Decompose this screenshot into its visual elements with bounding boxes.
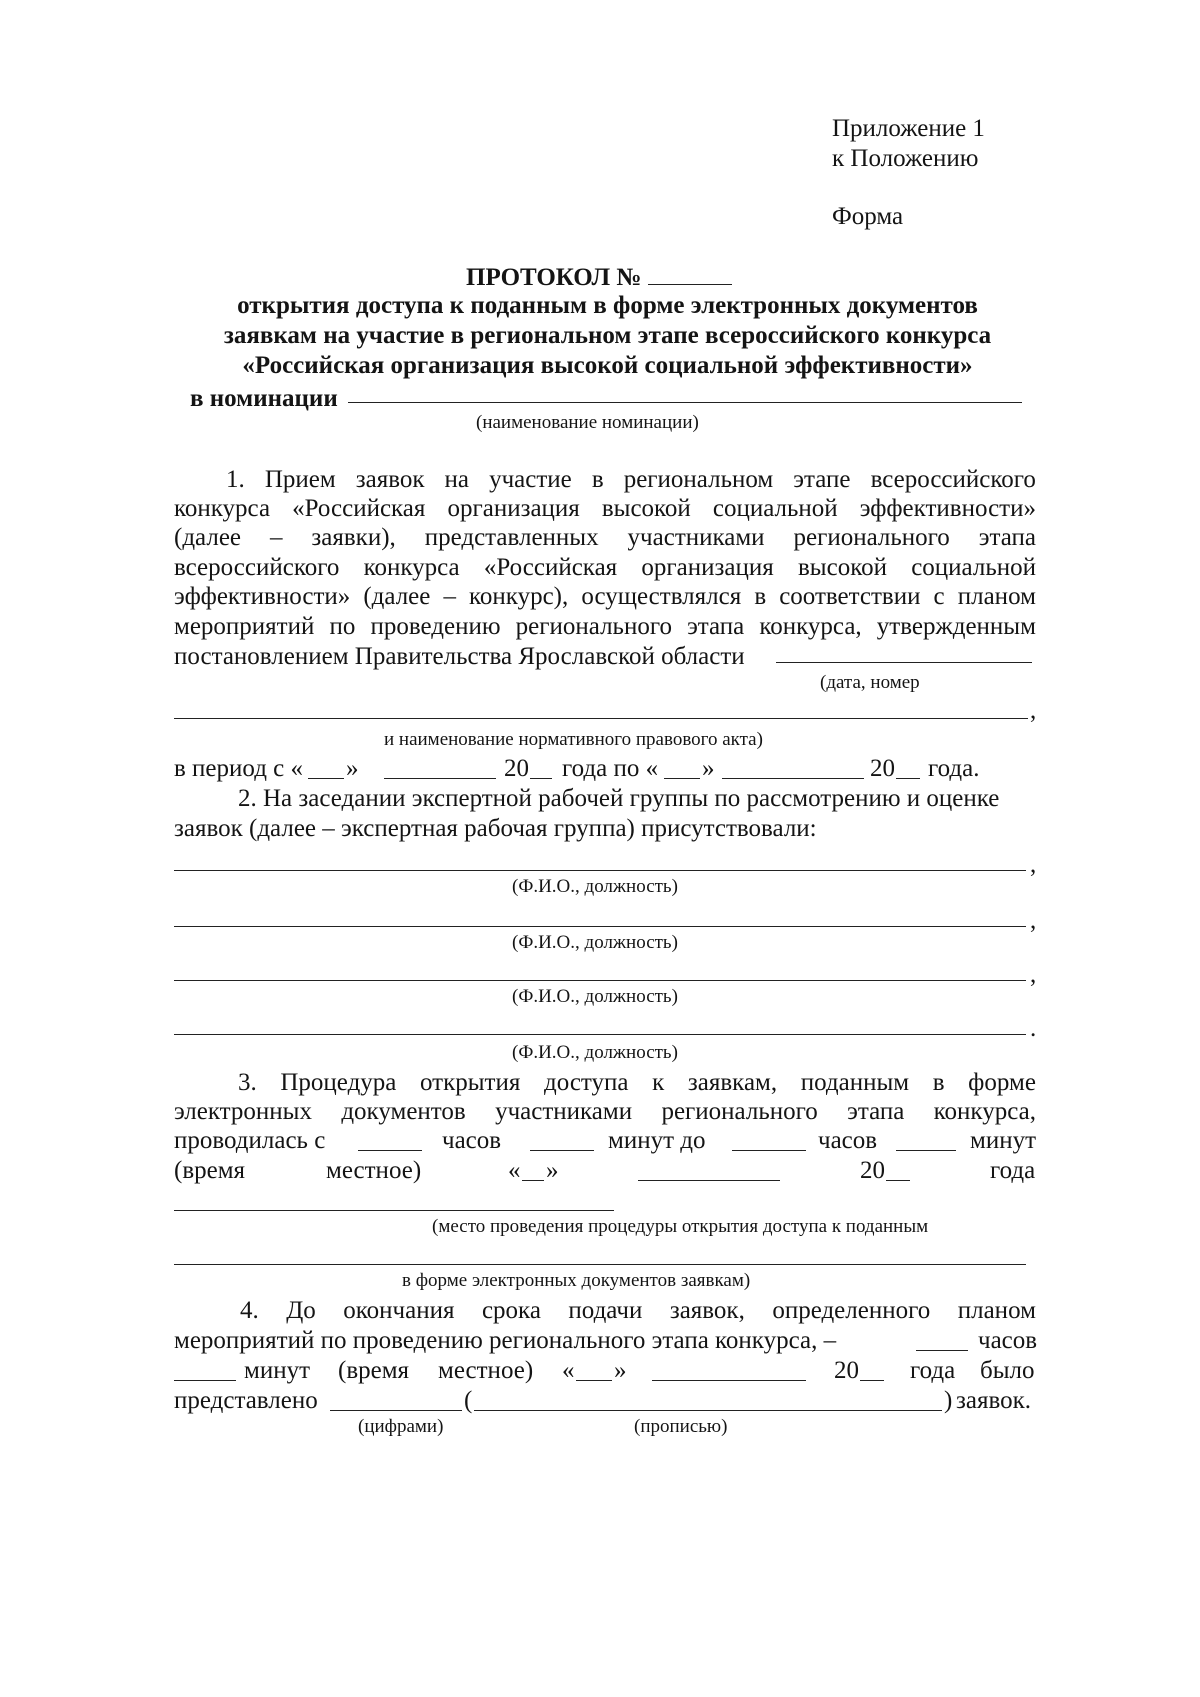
s4-year-field[interactable] — [860, 1380, 884, 1381]
deadline-minutes-label: минут — [244, 1357, 311, 1384]
procedure-place-caption-2: в форме электронных документов заявкам) — [402, 1270, 751, 1291]
word: в — [591, 466, 604, 493]
time-local-open: (время — [174, 1157, 246, 1184]
act-name-comma: , — [1030, 697, 1037, 724]
word: участие — [489, 466, 572, 493]
section4-line-1 — [240, 1296, 1036, 1326]
section1-line-6 — [174, 612, 1036, 642]
member-1-comma: , — [1030, 851, 1037, 878]
period-to-label: года по « — [562, 755, 659, 782]
period-start-quote-close: » — [346, 755, 359, 782]
word: заявок — [355, 466, 425, 493]
title-line-2: заявкам на участие в региональном этапе всероссийского конкурса — [223, 322, 992, 349]
deadline-hours-label: часов — [978, 1327, 1038, 1354]
word: в — [932, 1069, 945, 1096]
paren-close: ) — [944, 1387, 953, 1414]
section1-line-1 — [226, 465, 1036, 495]
word: конкурса, — [933, 1098, 1036, 1125]
word: заявок, — [669, 1297, 745, 1324]
word: «Российская — [292, 495, 426, 522]
word: этапа — [687, 613, 745, 640]
member-4-caption: (Ф.И.О., должность) — [512, 1042, 678, 1063]
word: участниками — [495, 1098, 633, 1125]
period-end-month-field[interactable] — [722, 778, 864, 779]
period-start-year-prefix: 20 — [504, 755, 529, 782]
word: осуществлялся — [581, 583, 742, 610]
word: документов — [341, 1098, 466, 1125]
nomination-caption: (наименование номинации) — [476, 412, 699, 433]
period-end-quote-close: » — [702, 755, 715, 782]
word: конкурс), — [469, 583, 569, 610]
start-hours-field[interactable] — [358, 1150, 422, 1151]
word: заявкам, — [687, 1069, 778, 1096]
period-end-year-prefix: 20 — [870, 755, 895, 782]
protocol-label: ПРОТОКОЛ № — [466, 264, 642, 291]
s4-quote-open: « — [562, 1357, 575, 1384]
word: регионального — [793, 524, 950, 551]
s4-year-prefix: 20 — [834, 1357, 859, 1384]
word: к — [652, 1069, 665, 1096]
s4-month-field[interactable] — [652, 1380, 806, 1381]
member-3-caption: (Ф.И.О., должность) — [512, 986, 678, 1007]
end-hours-label: часов — [818, 1127, 878, 1154]
member-1-field[interactable] — [174, 870, 1026, 871]
member-2-field[interactable] — [174, 926, 1026, 927]
word: с — [933, 583, 945, 610]
title-line-3: «Российская организация высокой социальной эффективности» — [242, 352, 973, 379]
word: всероссийского — [870, 466, 1036, 493]
s3-year-field[interactable] — [886, 1180, 910, 1181]
word: поданным — [800, 1069, 910, 1096]
applications-label: заявок. — [956, 1387, 1031, 1414]
word: заявки), — [311, 524, 396, 551]
form-label: Форма — [832, 203, 904, 230]
word: всероссийского — [174, 554, 340, 581]
section2-line-2: заявок (далее – экспертная рабочая группа) присутствовали: — [174, 815, 817, 842]
paren-open: ( — [464, 1387, 473, 1414]
word: регионального — [515, 613, 672, 640]
caption-words: (прописью) — [634, 1416, 728, 1437]
s4-quote-close: » — [614, 1357, 627, 1384]
s4-day-field[interactable] — [576, 1380, 612, 1381]
word: в — [754, 583, 767, 610]
start-minutes-field[interactable] — [530, 1150, 594, 1151]
word: Прием — [264, 466, 336, 493]
section1-line-7: постановлением Правительства Ярославской области — [174, 643, 745, 670]
s4-time-local-close: местное) — [438, 1357, 534, 1384]
word: участниками — [627, 524, 765, 551]
s3-day-field[interactable] — [522, 1180, 544, 1181]
s3-quote-open: « — [508, 1157, 521, 1184]
word: утвержденным — [876, 613, 1036, 640]
member-1-caption: (Ф.И.О., должность) — [512, 876, 678, 897]
word: по — [329, 613, 356, 640]
word: срока — [481, 1297, 541, 1324]
nomination-label: в номинации — [190, 385, 338, 412]
end-hours-field[interactable] — [732, 1150, 806, 1151]
conducted-label: проводилась с — [174, 1127, 326, 1154]
end-minutes-label: минут — [970, 1127, 1037, 1154]
word: социальной — [712, 495, 838, 522]
deadline-hours-field[interactable] — [916, 1350, 968, 1351]
count-words-field[interactable] — [474, 1410, 942, 1411]
period-start-month-field[interactable] — [384, 778, 496, 779]
word: этапе — [793, 466, 851, 493]
procedure-place-caption-1: (место проведения процедуры открытия доступа к поданным — [432, 1216, 929, 1237]
word: организация — [447, 495, 580, 522]
s3-quote-close: » — [546, 1157, 559, 1184]
word: определенного — [772, 1297, 931, 1324]
word: на — [444, 466, 470, 493]
word: высокой — [601, 495, 691, 522]
word: Процедура — [280, 1069, 397, 1096]
section1-line-4 — [174, 553, 1036, 583]
period-end-day-field[interactable] — [664, 778, 700, 779]
period-end-label: года. — [928, 755, 980, 782]
word: планом — [957, 583, 1036, 610]
start-hours-label: часов — [442, 1127, 502, 1154]
section1-line-5 — [174, 582, 1036, 612]
word: доступа — [543, 1069, 629, 1096]
protocol-title — [466, 262, 732, 293]
word: (далее — [363, 583, 431, 610]
word: эффективности» — [859, 495, 1036, 522]
s4-time-local-open: (время — [338, 1357, 410, 1384]
word: регионального — [661, 1098, 818, 1125]
submitted-label: представлено — [174, 1387, 318, 1414]
word: этапа — [978, 524, 1036, 551]
member-2-comma: , — [1030, 907, 1037, 934]
period-end-year-field[interactable] — [896, 778, 920, 779]
word: эффективности» — [174, 583, 351, 610]
word: – — [269, 524, 283, 551]
member-2-caption: (Ф.И.О., должность) — [512, 932, 678, 953]
word: конкурса — [174, 495, 271, 522]
section1-line-3 — [174, 523, 1036, 553]
s4-was: было — [980, 1357, 1035, 1384]
end-minutes-field[interactable] — [896, 1150, 956, 1151]
section4-line-2: мероприятий по проведению регионального этапа конкурса, – — [174, 1327, 837, 1354]
word: этапа — [847, 1098, 905, 1125]
s3-year-word: года — [990, 1157, 1036, 1184]
caption-digits: (цифрами) — [358, 1416, 444, 1437]
deadline-minutes-field[interactable] — [174, 1380, 236, 1381]
act-date-caption: (дата, номер — [820, 672, 920, 693]
word: проведению — [370, 613, 501, 640]
word: «Российская — [483, 554, 618, 581]
word: открытия — [420, 1069, 521, 1096]
time-local-close: местное) — [326, 1157, 422, 1184]
word: высокой — [798, 554, 887, 581]
word: форме — [968, 1069, 1036, 1096]
word: До — [286, 1297, 316, 1324]
nomination-field[interactable] — [348, 402, 1022, 403]
word: конкурса, — [759, 613, 862, 640]
act-name-caption: и наименование нормативного правового акта) — [384, 729, 763, 750]
word: 1. — [226, 466, 245, 493]
member-4-period: . — [1030, 1015, 1037, 1042]
word: представленных — [424, 524, 599, 551]
word: окончания — [343, 1297, 455, 1324]
s3-year-prefix: 20 — [860, 1157, 885, 1184]
s3-month-field[interactable] — [638, 1180, 780, 1181]
start-minutes-to-label: минут до — [608, 1127, 706, 1154]
period-start-prefix: в период с « — [174, 755, 304, 782]
appendix-regulation: к Положению — [832, 145, 979, 172]
member-4-field[interactable] — [174, 1034, 1026, 1035]
section3-line-1 — [238, 1068, 1036, 1098]
word: социальной — [911, 554, 1036, 581]
word: мероприятий — [174, 613, 315, 640]
protocol-number-field[interactable] — [648, 262, 732, 285]
period-start-year-field[interactable] — [530, 778, 552, 779]
section2-line-1: 2. На заседании экспертной рабочей группы по рассмотрению и оценке — [238, 785, 1000, 812]
word: организация — [641, 554, 774, 581]
word: конкурса — [363, 554, 460, 581]
act-date-field[interactable] — [776, 662, 1032, 663]
word: 4. — [240, 1297, 259, 1324]
procedure-place-field-2[interactable] — [174, 1264, 1026, 1265]
title-line-1: открытия доступа к поданным в форме электронных документов — [237, 292, 978, 319]
word: планом — [957, 1297, 1036, 1324]
member-3-field[interactable] — [174, 980, 1026, 981]
word: подачи — [568, 1297, 643, 1324]
word: 3. — [238, 1069, 257, 1096]
s4-year-word: года — [910, 1357, 956, 1384]
count-digits-field[interactable] — [330, 1410, 462, 1411]
procedure-place-field-1[interactable] — [174, 1210, 614, 1211]
word: электронных — [174, 1098, 312, 1125]
word: соответствии — [779, 583, 921, 610]
act-name-field[interactable] — [174, 718, 1028, 719]
word: региональном — [623, 466, 774, 493]
word: – — [443, 583, 456, 610]
section1-line-2 — [174, 494, 1036, 524]
member-3-comma: , — [1030, 961, 1037, 988]
section3-line-2 — [174, 1097, 1036, 1127]
word: (далее — [174, 524, 242, 551]
appendix-number: Приложение 1 — [832, 115, 985, 142]
period-start-day-field[interactable] — [308, 778, 344, 779]
